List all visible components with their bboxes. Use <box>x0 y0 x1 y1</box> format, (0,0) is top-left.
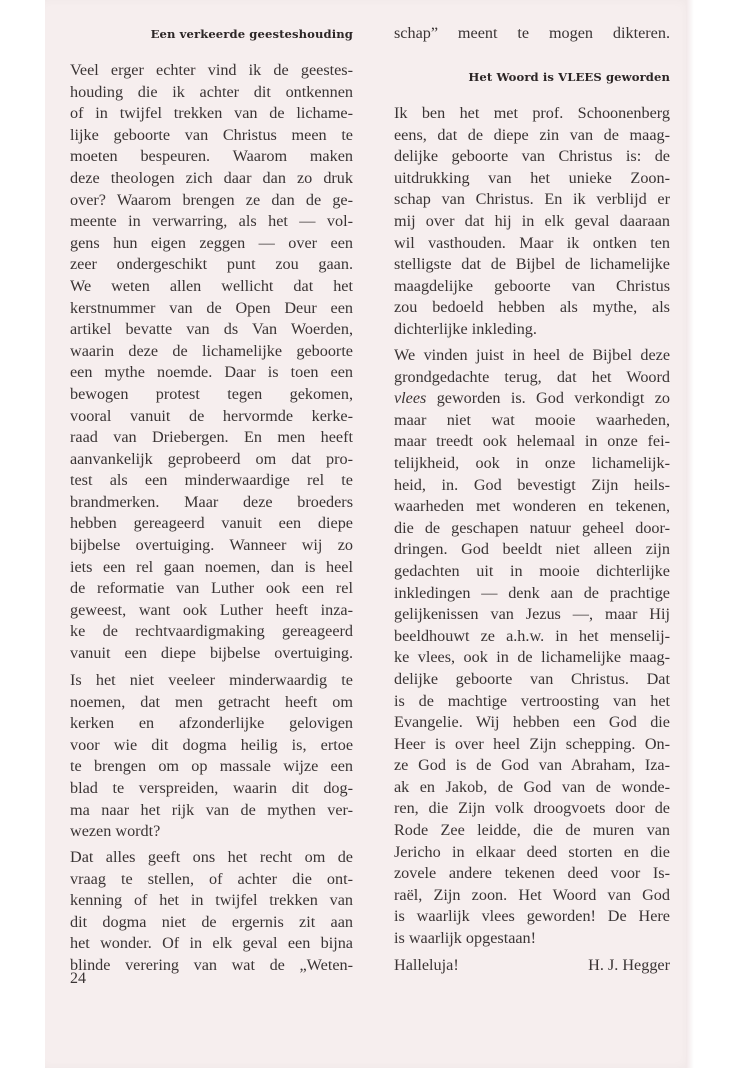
text-line: lijke geboorte van Christus meen te <box>70 125 353 144</box>
text-line: ren, die Zijn volk droogvoets door de <box>394 799 670 818</box>
text-line: gens hun eigen zeggen — over een <box>70 233 353 252</box>
text-line: of in twijfel trekken van de lichame- <box>70 104 353 123</box>
paragraph-2 <box>70 670 353 843</box>
text-line: maar niet wat mooie waarheden, <box>394 410 670 429</box>
text-line: gelijkenissen van Jezus —, maar Hij <box>394 605 670 624</box>
signoff <box>394 955 670 977</box>
text-line: schap van Christus. En ik verblijd er <box>394 190 670 209</box>
text-line: mij over dat hij in elk geval daaraan <box>394 211 670 230</box>
text-line: inkledingen — denk aan de prachtige <box>394 583 670 602</box>
text-line: raad van Driebergen. En men heeft <box>70 428 353 447</box>
section-heading-geesteshouding: Een verkeerde geesteshouding <box>150 27 353 41</box>
text-line: Jericho in elkaar deed storten en die <box>394 842 670 861</box>
text-line: zou bedoeld hebben als mythe, als <box>394 298 670 317</box>
text-line: ke vlees, ook in de lichamelijke maag- <box>394 648 670 667</box>
text-line: dit dogma niet de ergernis zit aan <box>70 912 353 931</box>
text-line: wezen wordt? <box>70 822 161 841</box>
text-line: is waarlijk vlees geworden! De Here <box>394 907 670 926</box>
text-line: bijbelse overtuiging. Wanneer wij zo <box>70 536 353 555</box>
text-line: We vinden juist in heel de Bijbel deze <box>394 346 670 364</box>
text-line: het wonder. Of in elk geval een bijna <box>70 934 353 953</box>
text-line: is waarlijk opgestaan! <box>394 929 537 948</box>
text-line: beeldhouwt ze a.h.w. in het menselij- <box>394 626 670 645</box>
text-line: blad te verspreiden, waarin dit dog- <box>70 778 353 797</box>
text-line: grondgedachte terug, dat het Woord <box>394 367 670 386</box>
text-line: deze theologen zich daar dan zo druk <box>70 168 353 187</box>
text-line: meente in verwarring, als het — vol- <box>70 212 353 231</box>
text-line: kerken en afzonderlijke gelovigen <box>70 714 353 733</box>
text-line: voor wie dit dogma heilig is, ertoe <box>70 735 353 754</box>
text-line: stelligste dat de Bijbel de lichamelijke <box>394 255 670 274</box>
text-line: ak en Jakob, de God van de wonde- <box>394 777 670 796</box>
section-heading-vlees: Het Woord is VLEES geworden <box>468 70 670 84</box>
paragraph-4 <box>394 103 670 341</box>
text-fragment: geworden is. God verkondigt zo <box>436 389 670 408</box>
text-line: maagdelijke geboorte van Christus <box>394 276 670 295</box>
continuation-text <box>394 23 670 45</box>
text-line: vraag te stellen, of achter die ont- <box>70 869 353 888</box>
text-line: maar treedt ook helemaal in onze fei- <box>394 432 670 451</box>
text-line: We weten allen wellicht dat het <box>70 276 353 295</box>
text-line: blinde verering van wat de „Weten- <box>70 955 353 974</box>
text-line: moeten bespeuren. Waarom maken <box>70 147 353 166</box>
paragraph-1 <box>70 60 353 665</box>
text-line: Ik ben het met prof. Schoonenberg <box>394 104 670 122</box>
text-line: geweest, want ook Luther heeft inza- <box>70 600 353 619</box>
text-line: die de geschapen natuur geheel door- <box>394 518 670 537</box>
text-line: zeer ondergeschikt punt zou gaan. <box>70 255 353 274</box>
text-line-with-italic <box>394 388 670 410</box>
text-line: houding die ik achter dit ontkennen <box>70 82 353 101</box>
text-line: delijke geboorte van Christus. Dat <box>394 669 670 688</box>
page-number: 24 <box>70 970 86 987</box>
text-line: vooral vanuit de hervormde kerke- <box>70 406 353 425</box>
text-line: te brengen om op massale wijze een <box>70 757 353 776</box>
text-line: uitdrukking van het unieke Zoon- <box>394 168 670 187</box>
text-line: wil vasthouden. Maar ik ontken ten <box>394 233 670 252</box>
text-line: heid, in. God bevestigt Zijn heils- <box>394 475 670 494</box>
text-line: Dat alles geeft ons het recht om de <box>70 848 353 866</box>
text-line: is de machtige vertroosting van het <box>394 691 670 710</box>
text-line: kenning of het in twijfel trekken van <box>70 891 353 910</box>
text-line: telijkheid, ook in onze lichamelijk- <box>394 453 670 472</box>
text-line: iets een rel gaan noemen, dan is heel <box>70 557 353 576</box>
text-line: Evangelie. Wij hebben een God die <box>394 713 670 732</box>
text-line: Veel erger echter vind ik de geestes- <box>70 61 353 79</box>
text-line: gedachten uit in mooie dichterlijke <box>394 561 670 580</box>
text-line: brandmerken. Maar deze broeders <box>70 492 353 511</box>
text-line: eens, dat de diepe zin van de maag- <box>394 125 670 144</box>
text-line: hebben gereageerd vanuit een diepe <box>70 514 353 533</box>
text-line: kerstnummer van de Open Deur een <box>70 298 353 317</box>
text-line: ze God is de God van Abraham, Iza- <box>394 756 670 775</box>
text-line: Rode Zee leidde, die de muren van <box>394 821 670 840</box>
text-line: vanuit een diepe bijbelse overtuiging. <box>70 644 353 663</box>
text-line: dringen. God beeldt niet alleen zijn <box>394 540 670 559</box>
page-edge-shadow <box>686 0 694 1068</box>
text-line: Is het niet veeleer minderwaardig te <box>70 671 353 689</box>
paragraph-3 <box>70 847 353 977</box>
text-line: over? Waarom brengen ze dan de ge- <box>70 190 353 209</box>
text-line: schap” meent te mogen dikteren. <box>394 24 670 42</box>
closing-exclamation: Halleluja! <box>394 956 459 974</box>
text-line: waarheden met wonderen en tekenen, <box>394 497 670 516</box>
text-line: delijke geboorte van Christus is: de <box>394 147 670 166</box>
text-line: dichterlijke inkleding. <box>394 319 537 338</box>
text-line: de reformatie van Luther ook een rel <box>70 579 353 598</box>
text-line: ke de rechtvaardigmaking gereageerd <box>70 622 353 641</box>
text-line: artikel bevatte van ds Van Woerden, <box>70 320 353 339</box>
text-line: noemen, dat men getracht heeft om <box>70 692 353 711</box>
italic-emphasis: vlees <box>394 389 427 408</box>
text-line: waarin deze de lichamelijke geboorte <box>70 341 353 360</box>
text-line: ma naar het rijk van de mythen ver- <box>70 800 353 819</box>
text-line: zovele andere tekenen deed voor Is- <box>394 864 670 883</box>
text-line: raël, Zijn zoon. Het Woord van God <box>394 885 670 904</box>
text-line: een mythe noemde. Daar is toen een <box>70 363 353 382</box>
author-name: H. J. Hegger <box>588 956 670 974</box>
text-line: Heer is over heel Zijn schepping. On- <box>394 734 670 753</box>
text-line: bewogen protest tegen gekomen, <box>70 384 353 403</box>
paragraph-5 <box>394 345 670 950</box>
text-line: test als een minderwaardige rel te <box>70 471 353 490</box>
text-line: aanvankelijk geprobeerd om dat pro- <box>70 449 353 468</box>
